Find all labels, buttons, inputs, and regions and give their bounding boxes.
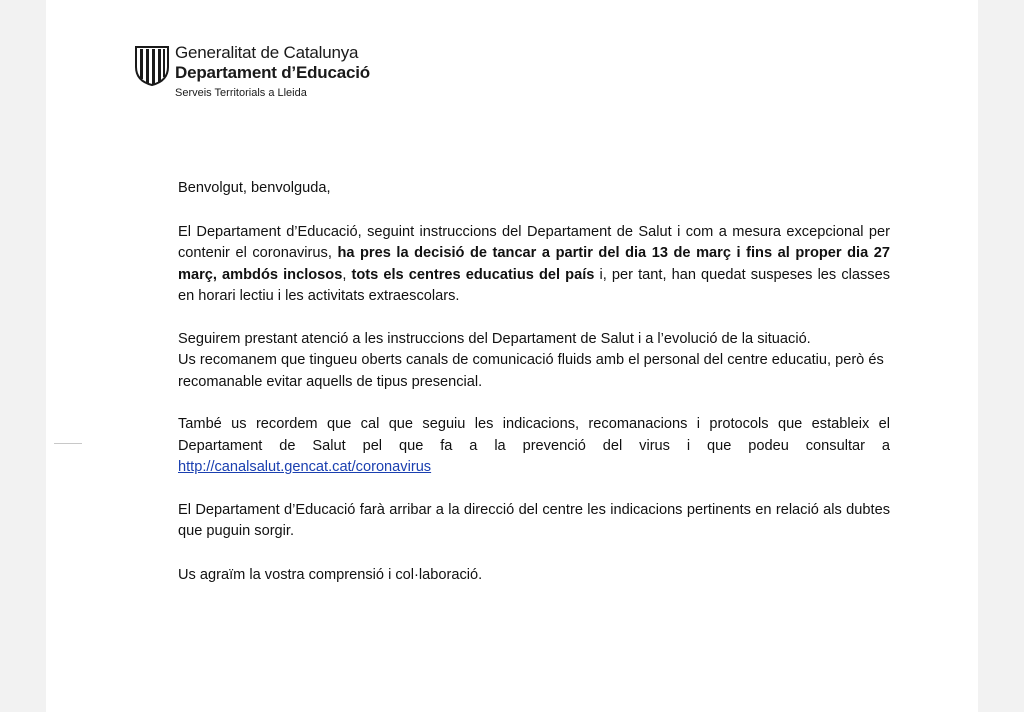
letter-body (178, 178, 890, 586)
canalsalut-link[interactable]: http://canalsalut.gencat.cat/coronavirus (178, 459, 432, 475)
paragraph-health-guidelines (178, 414, 890, 479)
p2-line1: Seguirem prestant atenció a les instruccions del Departament de Salut i a l’evolució de la situació. (178, 330, 811, 347)
territorial-service: Serveis Territorials a Lleida (175, 87, 307, 99)
p1-text-a: El Departament d’Educació, seguint instruccions del Departament de Salut i com a mesura excepcional per contenir el coronavirus, (178, 223, 890, 261)
paragraph-indications: El Departament d’Educació farà arribar a la direcció del centre les indicacions pertinents en relació als dubtes que puguin sorgir. (178, 501, 890, 539)
generalitat-logo-icon (134, 45, 170, 87)
paragraph-closure-notice (178, 222, 890, 308)
paragraph-follow-up (178, 329, 890, 394)
letterhead-text (175, 43, 370, 101)
p1-text-c: , (342, 266, 352, 283)
p1-bold-scope: tots els centres educatius del país (351, 266, 595, 283)
margin-mark (54, 443, 82, 444)
greeting: Benvolgut, benvolguda, (178, 180, 331, 196)
closing-line: Us agraïm la vostra comprensió i col·laboració. (178, 566, 483, 583)
p1-bold-decision: ha pres la decisió de tancar a partir del dia 13 de març i fins al proper dia 27 març, ambdós inclosos (178, 245, 890, 283)
org-name: Generalitat de Catalunya (175, 43, 359, 62)
p1-text-e: i, per tant, han quedat suspeses les classes en horari lectiu i les activitats extraescolars. (178, 266, 890, 304)
p3-text: També us recordem que cal que seguiu les indicacions, recomanacions i protocols que estableix el Departament de Salut pel que fa a la prevenció del virus i que podeu consultar a (178, 416, 890, 454)
department-name: Departament d’Educació (175, 63, 370, 82)
p2-line2: Us recomanem que tingueu oberts canals de comunicació fluids amb el personal del centre educatiu, però és recomanable evitar aquells de tipus presencial. (178, 352, 884, 390)
